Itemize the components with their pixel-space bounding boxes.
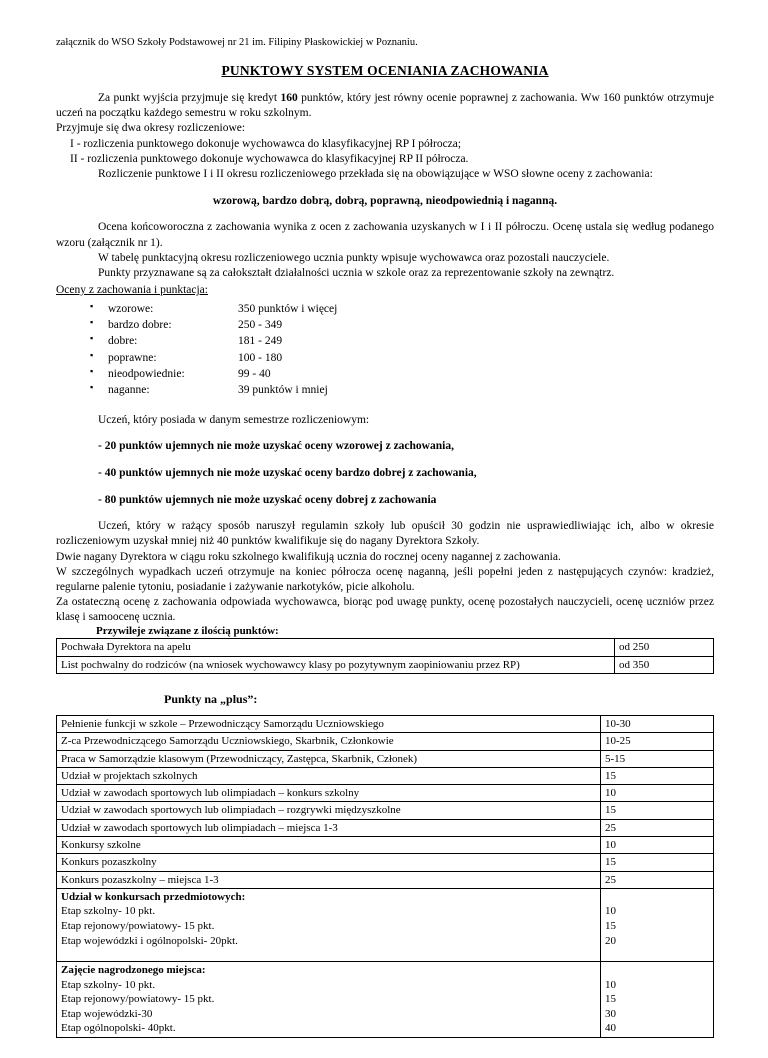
plus-points: 10-30 [601, 715, 714, 732]
grades-list [56, 301, 714, 399]
awarded-places-points: 10 [605, 978, 616, 991]
grade-name: dobre: [108, 335, 138, 348]
plus-label: Udział w zawodach sportowych lub olimpiadach – konkurs szkolny [57, 785, 601, 802]
paragraph-grade-names: wzorową, bardzo dobrą, dobrą, poprawną, nieodpowiednią i naganną. [212, 194, 558, 207]
paragraph-table-entry: W tabelę punktacyjną okresu rozliczeniowego ucznia punkty wpisuje wychowawca oraz pozostali nauczyciele. [98, 251, 610, 264]
rule-minus-20: - 20 punktów ujemnych nie może uzyskać oceny wzorowej z zachowania, [98, 440, 454, 453]
plus-points: 10 [601, 785, 714, 802]
grade-range: 250 - 349 [238, 318, 283, 331]
grade-name: nieodpowiednie: [108, 367, 185, 380]
grade-range: 350 punktów i więcej [238, 302, 338, 315]
table-row [57, 639, 714, 656]
paragraph-special-cases: W szczególnych wypadkach uczeń otrzymuje na koniec półrocza ocenę naganną, jeśli popełni jeden z następujących czynów: kradzież, regularne palenie tytoniu, posiadanie i zażywanie narkotyków, picie alkoholu. [56, 565, 714, 593]
table-row [57, 733, 714, 750]
grade-name: poprawne: [108, 351, 157, 364]
spacer-line [61, 948, 596, 960]
plus-label: Konkurs pozaszkolny – miejsca 1-3 [57, 871, 601, 888]
privilege-label: List pochwalny do rodziców (na wniosek wychowawcy klasy po pozytywnym zaopiniowaniu przez RP) [57, 656, 615, 673]
awarded-places-points: 15 [605, 993, 616, 1006]
plus-points: 10 [601, 837, 714, 854]
table-row [57, 802, 714, 819]
paragraph-rules-intro: Uczeń, który posiada w danym semestrze rozliczeniowym: [98, 413, 370, 426]
paragraph-credit [56, 91, 714, 121]
paragraph-credit-part1: Za punkt wyjścia przyjmuje się kredyt [98, 92, 281, 105]
list-item [56, 333, 714, 349]
subject-contests-heading: Udział w konkursach przedmiotowych: [61, 890, 246, 903]
awarded-places-line: Etap szkolny- 10 pkt. [61, 978, 156, 991]
awarded-places-line: Etap ogólnopolski- 40pkt. [61, 1022, 176, 1035]
table-row [57, 854, 714, 871]
plus-points-table [56, 715, 714, 1038]
grades-section-heading: Oceny z zachowania i punktacja: [56, 284, 208, 297]
subject-contests-points: 20 [605, 934, 616, 947]
paragraph-final-grade: Ocena końcoworoczna z zachowania wynika z ocen z zachowania uzyskanych w I i II półroczu. Ocenę ustala się według podanego wzoru (załącznik nr 1). [56, 221, 714, 249]
list-item [56, 301, 714, 317]
plus-label: Konkursy szkolne [57, 837, 601, 854]
list-item [56, 350, 714, 366]
privilege-value: od 350 [615, 656, 714, 673]
paragraph-period-1: I - rozliczenia punktowego dokonuje wychowawca do klasyfikacyjnej RP I półrocza; [70, 137, 462, 150]
paragraph-final-responsibility: Za ostateczną ocenę z zachowania odpowiada wychowawca, biorąc pod uwagę punkty, ocenę pozostałych nauczycieli, ocenę uczniów przez klasę i samoocenę ucznia. [56, 596, 714, 624]
plus-label: Z-ca Przewodniczącego Samorządu Uczniowskiego, Skarbnik, Członkowie [57, 733, 601, 750]
subject-contests-line: Etap rejonowy/powiatowy- 15 pkt. [61, 919, 215, 932]
list-item [56, 382, 714, 398]
awarded-places-points-cell [601, 962, 714, 1038]
privilege-label: Pochwała Dyrektora na apelu [57, 639, 615, 656]
plus-points: 15 [601, 767, 714, 784]
plus-points: 15 [601, 854, 714, 871]
plus-label: Pełnienie funkcji w szkole – Przewodniczący Samorządu Uczniowskiego [57, 715, 601, 732]
plus-label: Udział w zawodach sportowych lub olimpiadach – miejsca 1-3 [57, 819, 601, 836]
grade-range: 181 - 249 [238, 335, 283, 348]
header-note: załącznik do WSO Szkoły Podstawowej nr 21 im. Filipiny Płaskowickiej w Poznaniu. [56, 37, 418, 48]
grade-name: wzorowe: [108, 302, 154, 315]
awarded-places-cell [57, 962, 601, 1038]
paragraph-reprimand: Uczeń, który w rażący sposób naruszył regulamin szkoły lub opuścił 30 godzin nie usprawiedliwiając ich, albo w okresie rozliczeniowym uzyskał mniej niż 40 punktów kwalifikuje się do nagany Dyrektora Szkoły. [56, 520, 714, 548]
grade-range: 99 - 40 [238, 367, 271, 380]
subject-contests-points: 10 [605, 905, 616, 918]
table-row [57, 767, 714, 784]
subject-contests-line: Etap wojewódzki i ogólnopolski- 20pkt. [61, 934, 238, 947]
privileges-table [56, 638, 714, 674]
list-item [56, 317, 714, 333]
grade-range: 100 - 180 [238, 351, 283, 364]
paragraph-period-2: II - rozliczenia punktowego dokonuje wychowawca do klasyfikacyjnej RP II półrocza. [70, 152, 469, 165]
awarded-places-points: 30 [605, 1007, 616, 1020]
grade-name: naganne: [108, 384, 150, 397]
plus-section-title: Punkty na „plus”: [164, 691, 258, 706]
plus-label: Konkurs pozaszkolny [57, 854, 601, 871]
plus-points: 25 [601, 819, 714, 836]
rule-minus-40: - 40 punktów ujemnych nie może uzyskać oceny bardzo dobrej z zachowania, [98, 466, 477, 479]
table-row [57, 715, 714, 732]
page-title: PUNKTOWY SYSTEM OCENIANIA ZACHOWANIA [221, 63, 549, 79]
list-item [56, 366, 714, 382]
plus-points: 10-25 [601, 733, 714, 750]
credit-value: 160 [280, 92, 298, 105]
table-row [57, 871, 714, 888]
paragraph-two-reprimands: Dwie nagany Dyrektora w ciągu roku szkolnego kwalifikują ucznia do rocznej oceny nagannej z zachowania. [56, 550, 561, 563]
table-row [57, 656, 714, 673]
table-row [57, 785, 714, 802]
paragraph-settlement: Rozliczenie punktowe I i II okresu rozliczeniowego przekłada się na obowiązujące w WSO słowne oceny z zachowania: [98, 167, 653, 180]
plus-points: 25 [601, 871, 714, 888]
rule-minus-80: - 80 punktów ujemnych nie może uzyskać oceny dobrej z zachowania [98, 493, 437, 506]
grade-name: bardzo dobre: [108, 318, 172, 331]
subject-contests-points: 15 [605, 919, 616, 932]
awarded-places-points: 40 [605, 1022, 616, 1035]
table-row [57, 750, 714, 767]
plus-points: 15 [601, 802, 714, 819]
awarded-places-line: Etap wojewódzki-30 [61, 1007, 153, 1020]
table-row-awarded-places [57, 962, 714, 1038]
subject-contests-cell [57, 888, 601, 961]
table-row [57, 837, 714, 854]
paragraph-points-awarded: Punkty przyznawane są za całokształt działalności ucznia w szkole oraz za reprezentowanie szkoły na zewnątrz. [98, 266, 615, 279]
table-row [57, 819, 714, 836]
paragraph-periods-intro: Przyjmuje się dwa okresy rozliczeniowe: [56, 122, 246, 135]
paragraph-credit-part2: punktów, który jest równy ocenie poprawnej z zachowania. Ww 160 punktów otrzymuje uczeń na początku każdego semestru w roku szkolnym. [56, 92, 714, 120]
plus-label: Praca w Samorządzie klasowym (Przewodniczący, Zastępca, Skarbnik, Członek) [57, 750, 601, 767]
plus-points: 5-15 [601, 750, 714, 767]
plus-label: Udział w zawodach sportowych lub olimpiadach – rozgrywki międzyszkolne [57, 802, 601, 819]
table-row-subject-contests [57, 888, 714, 961]
awarded-places-line: Etap rejonowy/powiatowy- 15 pkt. [61, 993, 215, 1006]
grade-range: 39 punktów i mniej [238, 384, 328, 397]
plus-label: Udział w projektach szkolnych [57, 767, 601, 784]
subject-contests-line: Etap szkolny- 10 pkt. [61, 905, 156, 918]
awarded-places-heading: Zajęcie nagrodzonego miejsca: [61, 964, 206, 977]
subject-contests-points-cell [601, 888, 714, 961]
privilege-value: od 250 [615, 639, 714, 656]
privileges-title: Przywileje związane z ilością punktów: [96, 625, 279, 638]
